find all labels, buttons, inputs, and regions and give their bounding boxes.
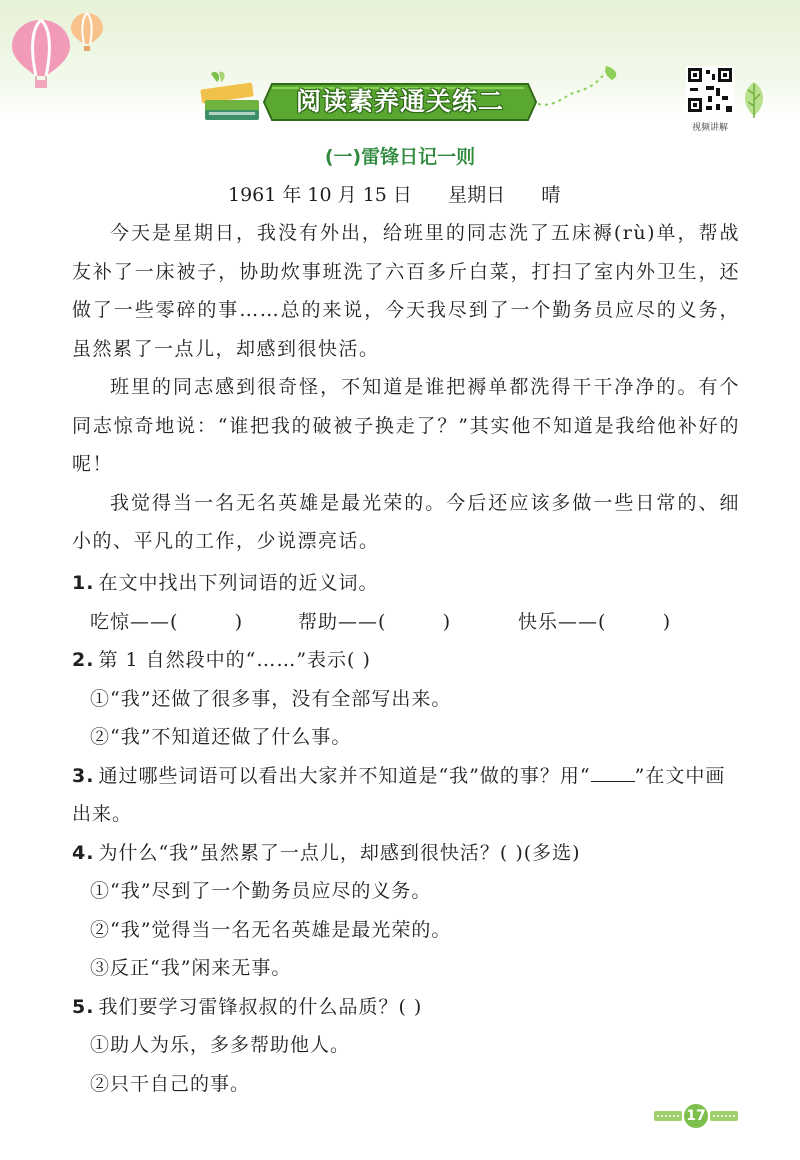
qr-code-icon <box>686 66 734 114</box>
question-number: 1. <box>72 572 95 594</box>
question-text: 我们要学习雷锋叔叔的什么品质？( ) <box>98 995 423 1018</box>
questions <box>72 564 740 1103</box>
leaf-icon <box>738 80 770 120</box>
page-number: 17 <box>684 1104 708 1128</box>
question-text: 通过哪些词语可以看出大家并不知道是“我”做的事？用“ <box>98 764 591 787</box>
synonym-row <box>90 603 740 642</box>
page-number-badge <box>654 1104 738 1128</box>
small-balloon-icon <box>70 12 104 52</box>
synonym-blank[interactable]: 快乐——( ) <box>518 610 672 633</box>
section-title: (一)雷锋日记一则 <box>324 146 476 168</box>
question-text: 在文中找出下列词语的近义词。 <box>98 572 379 594</box>
option[interactable]: ③反正“我”闲来无事。 <box>90 957 292 979</box>
option[interactable]: ①“我”尽到了一个勤务员应尽的义务。 <box>90 880 432 902</box>
books-icon <box>197 70 263 126</box>
diary-date-line: 1961 年 10 月 15 日 星期日 晴 <box>228 184 561 206</box>
question-text: 第 1 自然段中的“……”表示( ) <box>98 649 371 671</box>
option[interactable]: ②“我”觉得当一名无名英雄是最光荣的。 <box>90 918 452 941</box>
paragraph: 今天是星期日，我没有外出，给班里的同志洗了五床褥(rù)单，帮战友补了一床被子，协助炊事班洗了六百多斤白菜，打扫了室内外卫生，还做了一些零碎的事……总的来说，今天我尽到了一个勤务员应尽的义务，虽然累了一点儿，却感到很快活。 <box>72 222 740 360</box>
synonym-blank[interactable]: 帮助——( ) <box>298 610 452 633</box>
question-2 <box>72 641 740 680</box>
question-number: 4. <box>72 841 95 864</box>
question-1 <box>72 564 740 603</box>
question-text: 为什么“我”虽然累了一点儿，却感到很快活？( )(多选) <box>98 841 581 864</box>
question-5 <box>72 988 740 1027</box>
underline-sample <box>591 763 635 782</box>
option[interactable]: ①助人为乐，多多帮助他人。 <box>90 1034 351 1056</box>
synonym-blank[interactable]: 吃惊——( ) <box>90 610 244 633</box>
question-number: 3. <box>72 764 95 787</box>
question-3 <box>72 757 740 834</box>
paragraph: 我觉得当一名无名英雄是最光荣的。今后还应该多做一些日常的、细小的、平凡的工作，少说漂亮话。 <box>72 491 740 552</box>
qr-code-block[interactable] <box>684 66 736 133</box>
question-text-cont: ”在文中画出来。 <box>72 764 726 825</box>
option[interactable]: ①“我”还做了很多事，没有全部写出来。 <box>90 687 452 710</box>
question-4 <box>72 834 740 873</box>
option[interactable]: ②只干自己的事。 <box>90 1072 251 1095</box>
qr-label: 视频讲解 <box>691 123 728 133</box>
passage <box>72 214 740 561</box>
page-title: 阅读素养通关练二 <box>295 87 504 116</box>
option[interactable]: ②“我”不知道还做了什么事。 <box>90 726 352 748</box>
dotted-trail-decoration <box>536 64 626 112</box>
hot-air-balloon-icon <box>10 18 72 90</box>
question-number: 2. <box>72 649 95 671</box>
paragraph: 班里的同志感到很奇怪，不知道是谁把褥单都洗得干干净净的。有个同志惊奇地说：“谁把我的破被子换走了？”其实他不知道是我给他补好的呢！ <box>72 376 740 475</box>
question-number: 5. <box>72 995 95 1018</box>
